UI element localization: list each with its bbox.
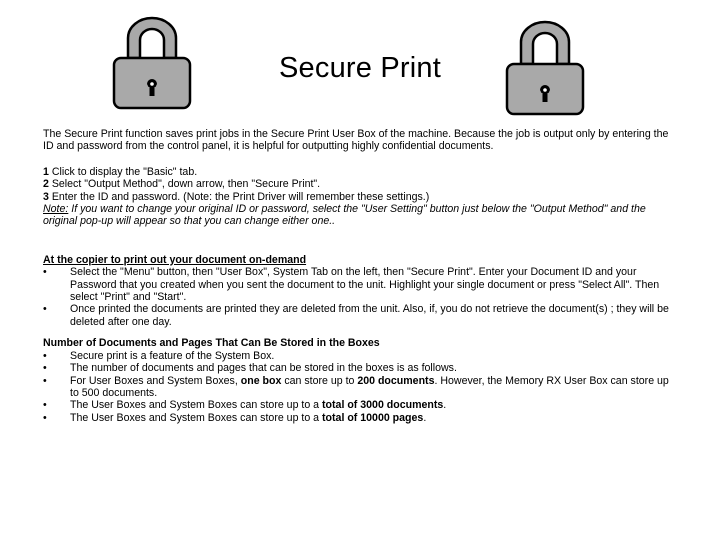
list-item xyxy=(43,350,673,362)
storage-heading: Number of Documents and Pages That Can Be Stored in the Boxes xyxy=(43,337,380,350)
steps-list xyxy=(43,166,673,228)
bullet: • xyxy=(43,374,47,387)
intro-paragraph: The Secure Print function saves print jobs in the Secure Print User Box of the machine. Because the job is output only by entering the ID and password from the control panel, it is helpful for outputting highly confidential documents. xyxy=(43,128,669,153)
step-text: Select "Output Method", down arrow, then "Secure Print". xyxy=(48,178,321,191)
list-item-text: The number of documents and pages that can be stored in the boxes is as follows. xyxy=(70,362,457,375)
list-item-text: Select the "Menu" button, then "User Box", System Tab on the left, then "Secure Print". Enter your Document ID and your Password that you created when you sent the document to the unit. Highlight your single document or press "Select All". Then select "Print" and "Start". xyxy=(70,266,660,304)
list-item-text: . However, the Memory RX User Box can store up to 500 documents. xyxy=(70,374,669,399)
step-number: 2 xyxy=(43,178,49,191)
bullet: • xyxy=(43,349,47,362)
list-item-text: Secure print is a feature of the System Box. xyxy=(70,349,275,362)
list-item-text: Once printed the documents are printed they are deleted from the unit. Also, if, you do not retrieve the document(s) ; they will be deleted after one day. xyxy=(70,303,669,328)
storage-list xyxy=(43,350,673,424)
step-number: 3 xyxy=(43,190,49,203)
list-item-text: can store up to xyxy=(281,374,358,387)
list-item xyxy=(43,375,673,400)
list-item xyxy=(43,412,673,424)
padlock-icon xyxy=(110,14,194,110)
bullet: • xyxy=(43,411,47,424)
emphasis-text: 200 documents xyxy=(357,374,435,387)
emphasis-text: total of 10000 pages xyxy=(322,411,424,424)
emphasis-text: total of 3000 documents xyxy=(322,399,444,412)
step-text: Enter the ID and password. (Note: the Print Driver will remember these settings.) xyxy=(48,190,430,203)
list-item-text: The User Boxes and System Boxes can store up to a xyxy=(70,399,323,412)
padlock-icon-left xyxy=(110,14,194,110)
emphasis-text: one box xyxy=(240,374,282,387)
note-text: If you want to change your original ID or password, select the "User Setting" button just below the "Output Method" and the original pop-up will appear so that you can change either one.. xyxy=(43,203,646,228)
list-item xyxy=(43,362,673,374)
page-title: Secure Print xyxy=(279,52,441,84)
note-paragraph xyxy=(43,203,673,228)
step-number: 1 xyxy=(43,165,49,178)
document-body xyxy=(43,128,673,424)
bullet: • xyxy=(43,399,47,412)
bullet: • xyxy=(43,266,47,279)
list-item-text: . xyxy=(443,399,447,412)
list-item xyxy=(43,399,673,411)
bullet: • xyxy=(43,303,47,316)
copier-list xyxy=(43,266,673,328)
note-label: Note: xyxy=(43,203,69,216)
copier-heading: At the copier to print out your document on-demand xyxy=(43,253,307,266)
step-item xyxy=(43,166,673,178)
list-item-text: For User Boxes and System Boxes, xyxy=(70,374,241,387)
step-item xyxy=(43,191,673,203)
step-item xyxy=(43,178,673,190)
bullet: • xyxy=(43,362,47,375)
list-item-text: . xyxy=(423,411,427,424)
padlock-icon-right xyxy=(503,18,587,116)
list-item-text: The User Boxes and System Boxes can store up to a xyxy=(70,411,323,424)
padlock-icon xyxy=(503,18,587,116)
step-text: Click to display the "Basic" tab. xyxy=(48,165,198,178)
list-item xyxy=(43,303,673,328)
list-item xyxy=(43,266,673,303)
